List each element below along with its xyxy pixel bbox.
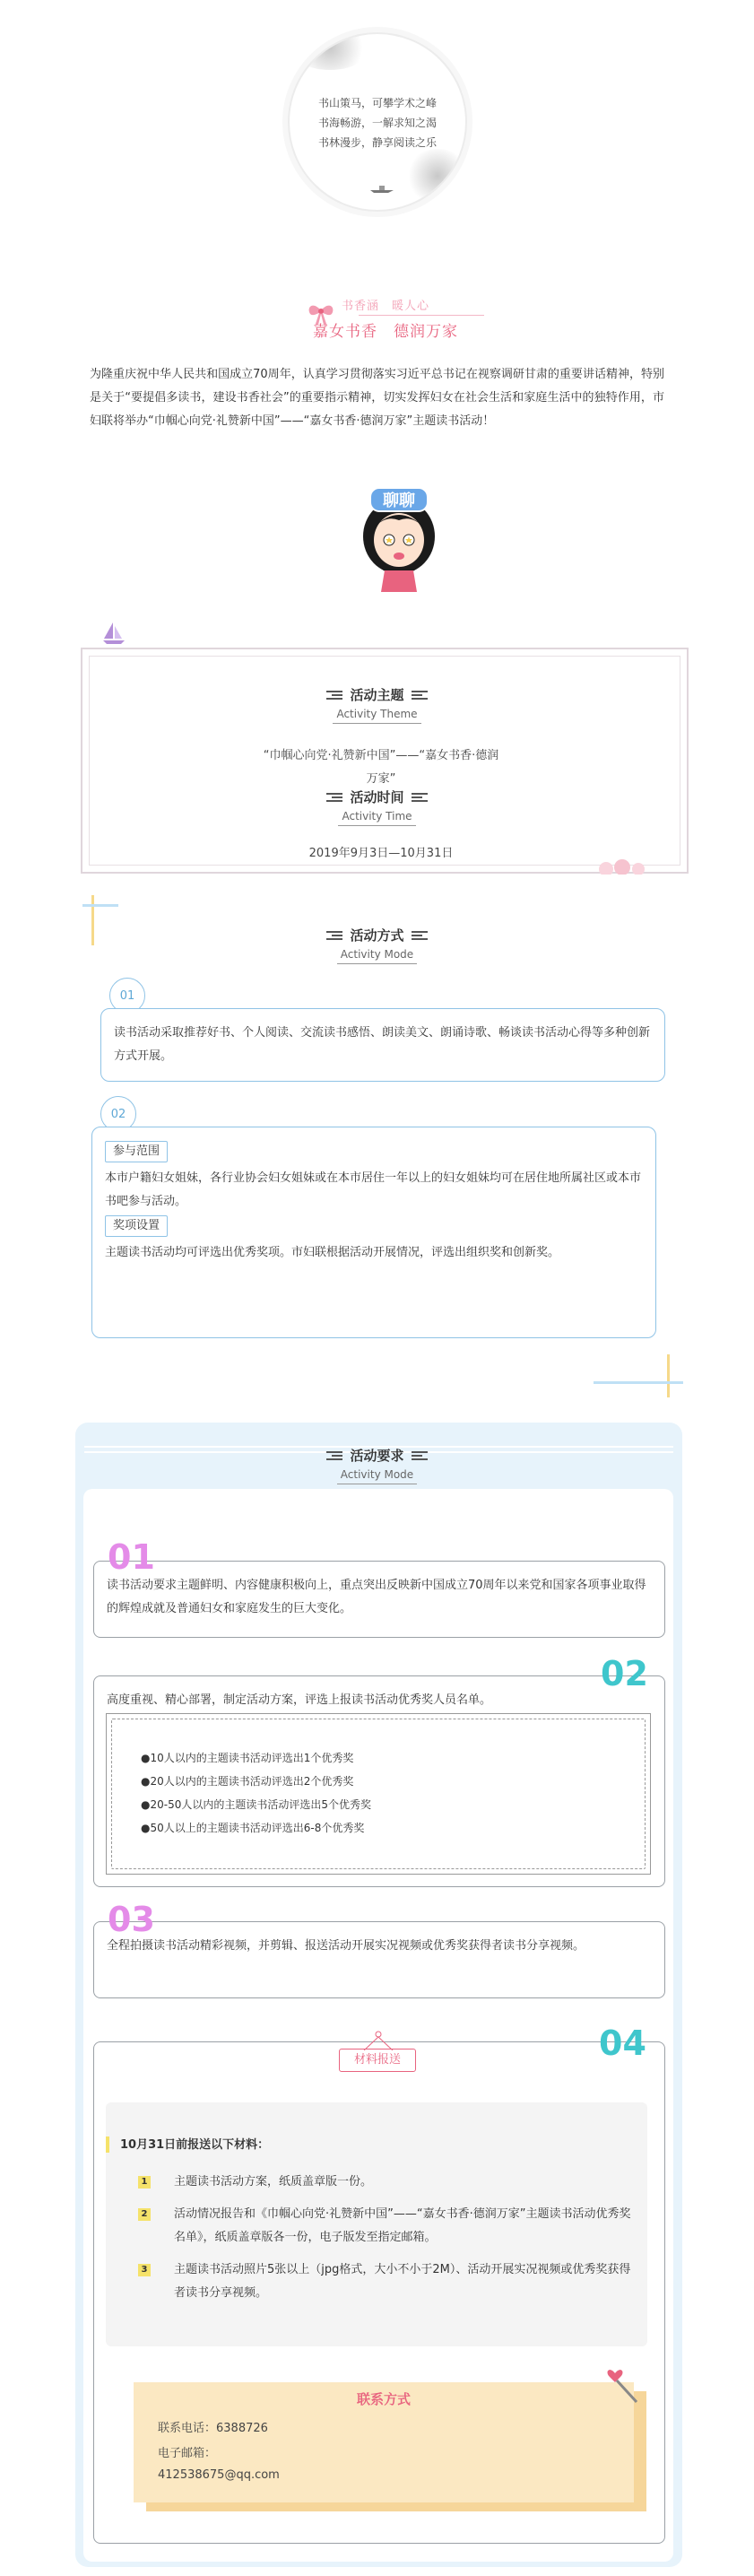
mode-item-1-card xyxy=(100,1008,665,1082)
scope-tag: 参与范围 xyxy=(105,1141,168,1162)
ink-lotus-decoration xyxy=(406,149,467,203)
req-4-number: 04 xyxy=(599,2023,646,2063)
flower-decoration-icon xyxy=(594,857,656,875)
req-1-card xyxy=(93,1561,665,1638)
material-item xyxy=(138,2203,640,2250)
mode-item-2-number: 02 xyxy=(100,1096,136,1132)
req-title: 活动要求 xyxy=(350,1448,404,1464)
bars-left-icon xyxy=(326,1450,342,1461)
item-number: 2 xyxy=(138,2208,151,2221)
bars-right-icon xyxy=(412,690,428,701)
theme-text-line-1: “巾帼心向党·礼赞新中国”——“嘉女书香·德润 xyxy=(263,749,499,762)
material-item-text: 主题读书活动照片5张以上（jpg格式，大小不小于2M）、活动开展实况视频或优秀奖获得者读书分享视频。 xyxy=(174,2263,631,2300)
item-number: 1 xyxy=(138,2176,151,2189)
bow-icon xyxy=(306,300,336,330)
mode-item-2-card xyxy=(91,1127,656,1338)
materials-list xyxy=(138,2171,640,2305)
contact-email[interactable]: 412538675@qq.com xyxy=(158,2468,280,2482)
boat-icon xyxy=(368,183,395,194)
theme-heading xyxy=(0,685,754,724)
req-1-number: 01 xyxy=(108,1537,155,1577)
hanging-string-icon xyxy=(360,2031,396,2050)
bars-left-icon xyxy=(326,690,342,701)
deadline-marker xyxy=(106,2137,109,2153)
contact-phone: 联系电话：6388726 xyxy=(158,2422,268,2435)
ink-mountain-decoration xyxy=(290,32,370,70)
bars-left-icon xyxy=(326,930,342,941)
material-item xyxy=(138,2171,640,2194)
award-text: 主题读书活动均可评选出优秀奖项。市妇联根据活动开展情况，评选出组织奖和创新奖。 xyxy=(105,1246,560,1259)
mode-item-1-number: 01 xyxy=(109,978,145,1014)
girl-caption: 聊聊 xyxy=(383,492,415,510)
req-2-number: 02 xyxy=(601,1654,648,1693)
req-3-text: 全程拍摄读书活动精彩视频，并剪辑、报送活动开展实况视频或优秀奖获得者读书分享视频。 xyxy=(107,1939,585,1953)
req-3-number: 03 xyxy=(108,1900,155,1939)
deadline-text: 10月31日前报送以下材料： xyxy=(120,2138,270,2152)
mode-subtitle: Activity Mode xyxy=(337,948,417,964)
slogan-line-2: 嘉女书香 德润万家 xyxy=(313,323,458,341)
item-number: 3 xyxy=(138,2264,151,2276)
bars-right-icon xyxy=(412,930,428,941)
mode-title: 活动方式 xyxy=(350,927,404,944)
material-item-text: 活动情况报告和《巾帼心向党·礼赞新中国”——“嘉女书香·德润万家”主题读书活动优秀奖名单》，纸质盖章版各一份，电子版发至指定邮箱。 xyxy=(174,2207,631,2244)
bars-right-icon xyxy=(412,1450,428,1461)
contact-email-label: 电子邮箱： xyxy=(158,2447,217,2460)
material-item xyxy=(138,2258,640,2305)
scope-text: 本市户籍妇女姐妹，各行业协会妇女姐妹或在本市居住一年以上的妇女姐妹均可在居住地所属社区或本市书吧参与活动。 xyxy=(105,1171,642,1208)
theme-title: 活动主题 xyxy=(350,687,404,703)
award-tag: 奖项设置 xyxy=(105,1215,168,1237)
intro-paragraph: 为隆重庆祝中华人民共和国成立70周年，认真学习贯彻落实习近平总书记在视察调研甘肃的重要讲话精神，特别是关于“要提倡多读书，建设书香社会”的重要指示精神，切实发挥妇女在社会生活和家庭生活中的独特作用，市妇联将举办“巾帼心向党·礼赞新中国”——“嘉女书香·德润万家”主题读书活动！ xyxy=(90,368,664,428)
cross-line-decoration xyxy=(594,1354,683,1397)
req-subtitle: Activity Mode xyxy=(337,1468,417,1484)
req-2-text: 高度重视、精心部署，制定活动方案，评选上报读书活动优秀奖人员名单。 xyxy=(107,1693,492,1707)
theme-subtitle: Activity Theme xyxy=(333,708,420,724)
contact-title: 联系方式 xyxy=(356,2391,411,2407)
award-list-item: ●10人以内的主题读书活动评选出1个优秀奖 xyxy=(141,1752,354,1764)
award-list-item: ●20-50人以内的主题读书活动评选出5个优秀奖 xyxy=(141,1798,371,1811)
bars-right-icon xyxy=(412,792,428,803)
poem-text xyxy=(318,93,437,152)
material-tag: 材料报送 xyxy=(339,2049,416,2072)
slogan-divider xyxy=(359,315,484,316)
time-subtitle: Activity Time xyxy=(338,810,415,826)
material-item-text: 主题读书活动方案，纸质盖章版一份。 xyxy=(174,2175,373,2189)
theme-text xyxy=(224,744,538,791)
time-title: 活动时间 xyxy=(350,789,404,805)
req-heading xyxy=(0,1446,754,1484)
poem-line-2: 书海畅游，一解求知之渴 xyxy=(317,117,437,129)
poem-line-1: 书山策马，可攀学术之峰 xyxy=(317,97,437,109)
time-text: 2019年9月3日—10月31日 xyxy=(308,847,454,860)
mode-item-1-text: 读书活动采取推荐好书、个人阅读、交流读书感悟、朗读美文、朗诵诗歌、畅谈读书活动心得等多种创新方式开展。 xyxy=(114,1026,651,1063)
slogan-line-1: 书香涵 暖人心 xyxy=(341,300,429,313)
bars-left-icon xyxy=(326,792,342,803)
cartoon-girl-illustration xyxy=(352,484,446,592)
poem-circle xyxy=(288,32,467,212)
award-list-item: ●20人以内的主题读书活动评选出2个优秀奖 xyxy=(141,1775,354,1788)
award-list xyxy=(111,1719,646,1869)
req-3-card xyxy=(93,1921,665,1998)
sailboat-icon xyxy=(100,619,127,646)
mode-heading xyxy=(0,926,754,964)
slogan xyxy=(269,296,502,341)
time-heading xyxy=(0,788,754,826)
poem-line-3: 书林漫步，静享阅读之乐 xyxy=(317,136,437,149)
theme-text-line-2: 万家” xyxy=(366,772,396,786)
award-list-item: ●50人以上的主题读书活动评选出6-8个优秀奖 xyxy=(141,1822,365,1834)
req-1-text: 读书活动要求主题鲜明、内容健康积极向上，重点突出反映新中国成立70周年以来党和国家各项事业取得的辉煌成就及普通妇女和家庭发生的巨大变化。 xyxy=(107,1579,646,1615)
